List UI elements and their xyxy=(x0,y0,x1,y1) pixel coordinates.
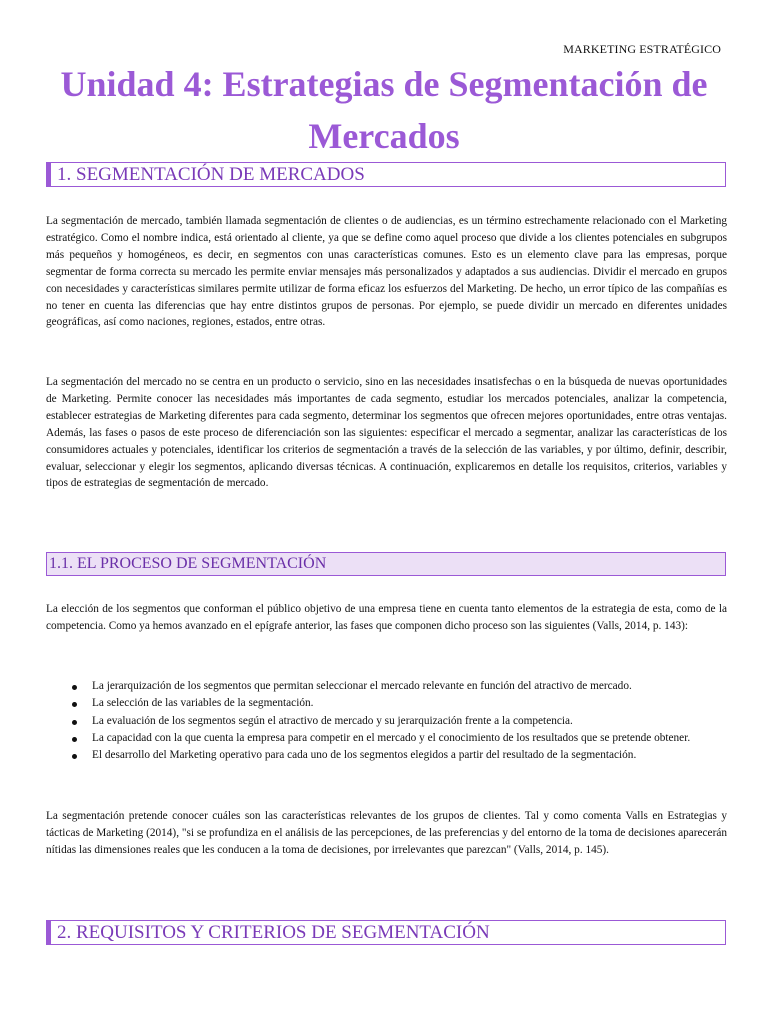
section-1-1-closing: La segmentación pretende conocer cuáles son las características relevantes de los grupos de clientes. Tal y como comenta Valls en Estrategias y tácticas de Marketing (2014), "si se profundiza en el análisis de las percepciones, de las preferencias y del entorno de la toma de decisiones aparecerán nítidas las dimensiones reales que les conducen a la toma de decisiones, por irrelevantes que parezcan" (Valls, 2014, p. 145). xyxy=(46,810,727,856)
page-title-line-1: Unidad 4: Estrategias de Segmentación de xyxy=(60,64,708,104)
bullet-icon xyxy=(72,754,77,759)
process-phases-list xyxy=(46,678,727,764)
section-heading-1: 1. SEGMENTACIÓN DE MERCADOS xyxy=(46,162,726,187)
bullet-icon xyxy=(72,720,77,725)
section-1-1-intro: La elección de los segmentos que conforman el público objetivo de una empresa tiene en cuenta tanto elementos de la estrategia de esta, como de la competencia. Como ya hemos avanzado en el epígrafe anterior, las fases que componen dicho proceso son las siguientes (Valls, 2014, p. 143): xyxy=(46,603,727,632)
list-item: La jerarquización de los segmentos que permitan seleccionar el mercado relevante en función del atractivo de mercado. xyxy=(46,678,727,695)
section-heading-2: 2. REQUISITOS Y CRITERIOS DE SEGMENTACIÓN xyxy=(46,920,726,945)
bullet-icon xyxy=(72,702,77,707)
section-heading-1-1: 1.1. EL PROCESO DE SEGMENTACIÓN xyxy=(46,552,726,576)
list-item: La capacidad con la que cuenta la empresa para competir en el mercado y el conocimiento de los resultados que se pretende obtener. xyxy=(46,730,727,747)
section-1-paragraph-1: La segmentación de mercado, también llamada segmentación de clientes o de audiencias, es un término estrechamente relacionado con el Marketing estratégico. Como el nombre indica, está orientado al cliente, ya que se define como aquel proceso que divide a los clientes potenciales en subgrupos más pequeños y homogéneos, es decir, en segmentos con unas características comunes. Esto es un elemento clave para las empresas, porque segmentar de forma correcta su mercado les permite enviar mensajes más personalizados y adaptados a sus audiencias. Dividir el mercado en grupos con necesidades y características similares permite utilizar de forma eficaz los esfuerzos del Marketing. De hecho, un error típico de las compañías es no tener en cuenta las diferencias que hay entre distintos grupos de personas. Por ejemplo, se puede dividir un mercado en diferentes unidades geográficas, así como naciones, regiones, estados, entre otras. xyxy=(46,215,727,329)
page-title-line-2: Mercados xyxy=(308,116,460,156)
list-item: La selección de las variables de la segmentación. xyxy=(46,695,727,712)
bullet-icon xyxy=(72,737,77,742)
list-item: El desarrollo del Marketing operativo para cada uno de los segmentos elegidos a partir del resultado de la segmentación. xyxy=(46,747,727,764)
page-title xyxy=(0,58,768,162)
section-1-paragraph-2: La segmentación del mercado no se centra en un producto o servicio, sino en las necesidades insatisfechas o en la búsqueda de nuevas oportunidades de Marketing. Permite conocer las necesidades más importantes de cada segmento, estudiar los mercados potenciales, analizar la competencia, establecer estrategias de Marketing diferentes para cada segmento, determinar los segmentos que ofrecen mejores oportunidades, entre otras ventajas. Además, las fases o pasos de este proceso de diferenciación son las siguientes: especificar el mercado a segmentar, analizar las características de los consumidores actuales y potenciales, identificar los criterios de segmentación a través de la selección de las variables, y por último, definir, describir, evaluar, seleccionar y elegir los segmentos, aplicando diversas técnicas. A continuación, explicaremos en detalle los requisitos, criterios, variables y tipos de estrategias de segmentación de mercado. xyxy=(46,376,727,490)
running-header: MARKETING ESTRATÉGICO xyxy=(563,42,721,56)
list-item: La evaluación de los segmentos según el atractivo de mercado y su jerarquización frente a la competencia. xyxy=(46,713,727,730)
bullet-icon xyxy=(72,685,77,690)
